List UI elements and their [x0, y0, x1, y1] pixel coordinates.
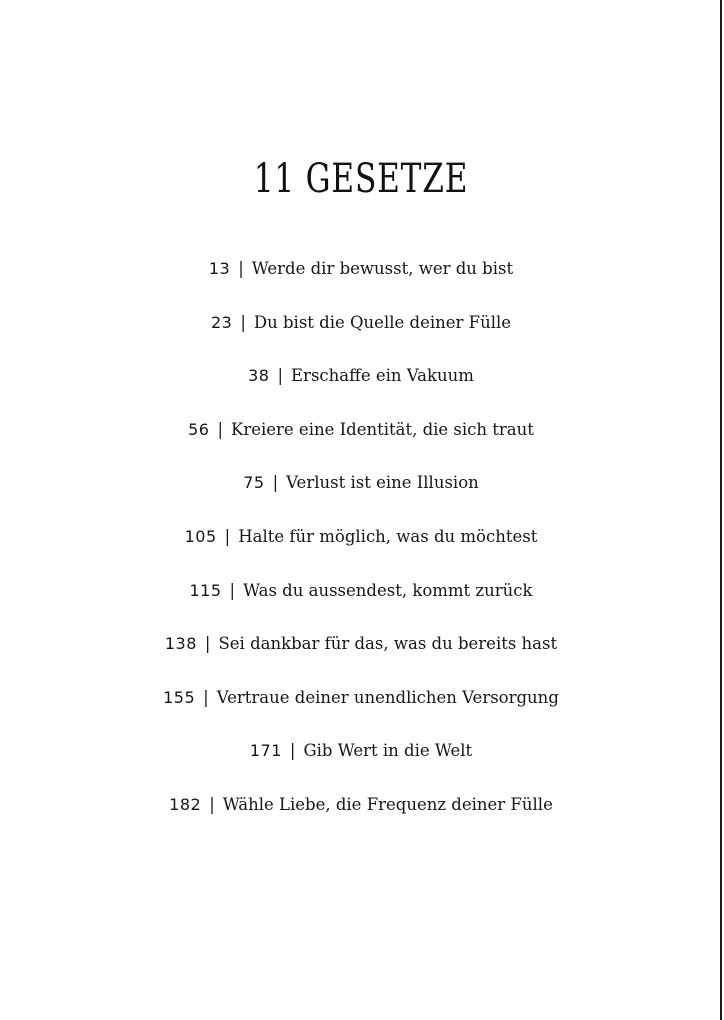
- toc-entry-title: Erschaffe ein Vakuum: [291, 366, 474, 386]
- toc-entry: [0, 464, 722, 518]
- toc-separator: |: [203, 687, 209, 707]
- toc-entry: [0, 518, 722, 572]
- toc-entry-title: Sei dankbar für das, was du bereits hast: [218, 634, 558, 654]
- toc-separator: |: [204, 634, 211, 654]
- toc-entry: [0, 732, 722, 786]
- toc-entry-title: Was du aussendest, kommt zurück: [243, 580, 533, 600]
- page-title: 11 GESETZE: [253, 155, 469, 202]
- toc-separator: |: [240, 312, 246, 332]
- toc-page-number: 155: [163, 687, 196, 707]
- toc-entry: [0, 679, 722, 733]
- toc-entry: [0, 411, 722, 465]
- toc-entry-title: Werde dir bewusst, wer du bist: [251, 259, 514, 278]
- toc-separator: |: [229, 580, 236, 600]
- toc-separator: |: [209, 794, 215, 814]
- toc-entry: [0, 572, 722, 626]
- toc-page-number: 115: [189, 580, 222, 600]
- toc-entry-title: Wähle Liebe, die Frequenz deiner Fülle: [222, 794, 553, 814]
- toc-page-number: 56: [188, 419, 210, 439]
- toc-page-number: 75: [243, 473, 265, 493]
- toc-entry-title: Du bist die Quelle deiner Fülle: [253, 312, 512, 332]
- toc-entry-title: Kreiere eine Identität, die sich traut: [231, 419, 534, 439]
- toc-page-number: 105: [184, 526, 217, 546]
- toc-separator: |: [277, 366, 284, 386]
- toc-separator: |: [224, 526, 231, 546]
- toc-entry: [0, 786, 722, 840]
- toc-entry: [0, 250, 722, 304]
- toc-entry: [0, 625, 722, 679]
- toc-entry: [0, 357, 722, 411]
- toc-separator: |: [238, 259, 244, 278]
- toc-page-number: 182: [169, 794, 202, 814]
- toc-separator: |: [289, 741, 296, 761]
- toc-entry-title: Halte für möglich, was du möchtest: [238, 526, 538, 546]
- toc-page-number: 38: [248, 366, 270, 386]
- toc-entry-title: Vertraue deiner unendlichen Versorgung: [216, 687, 559, 707]
- toc-entry-title: Verlust ist eine Illusion: [286, 473, 479, 493]
- toc-separator: |: [272, 473, 279, 493]
- toc-page-number: 138: [164, 634, 197, 654]
- toc-page-number: 13: [208, 259, 231, 278]
- table-of-contents: [0, 250, 722, 840]
- toc-page-number: 171: [249, 741, 282, 761]
- toc-entry-title: Gib Wert in die Welt: [303, 741, 473, 761]
- toc-page-number: 23: [210, 312, 233, 332]
- toc-separator: |: [217, 419, 224, 439]
- toc-entry: [0, 304, 722, 358]
